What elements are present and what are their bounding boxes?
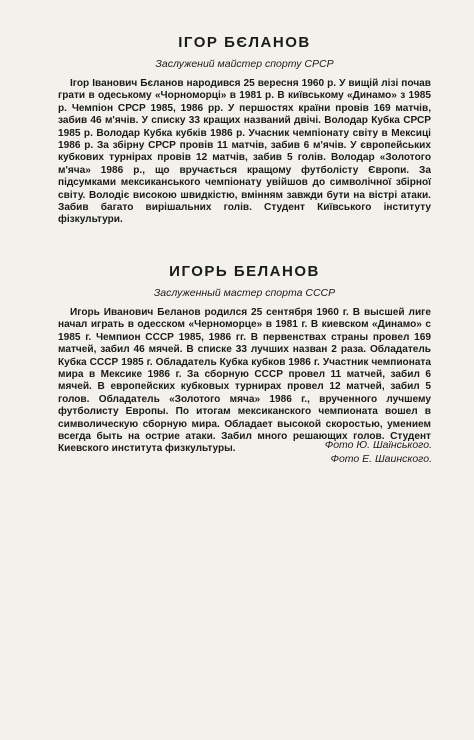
- photo-credit-russian: Фото Е. Шаинского.: [330, 453, 432, 465]
- russian-title: ИГОРЬ БЕЛАНОВ: [169, 263, 320, 280]
- ukrainian-title: ІГОР БЄЛАНОВ: [178, 34, 311, 51]
- photo-credit-ukrainian: Фото Ю. Шаїнського.: [324, 439, 432, 451]
- ukrainian-subtitle: Заслужений майстер спорту СРСР: [155, 58, 334, 70]
- russian-biography: Игорь Иванович Беланов родился 25 сентября 1960 г. В высшей лиге начал играть в одесском «Черноморце» в 1981 г. В киевском «Динамо» с 1985 г. Чемпион СССР 1985, 1986 гг. В первенствах страны провел 169 матчей, забил 46 мячей. В списке 33 лучших назван 2 раза. Обладатель Кубка СССР 1985 г. Обладатель Кубка кубков 1986 г. Участник чемпионата мира в Мексике 1986 г. За сборную СССР провел 11 матчей, забил 6 мячей. В европейских кубковых турнирах провел 12 матчей, забил 5 голов. Обладатель «Золотого мяча» 1986 г., врученного лучшему футболисту Европы. По итогам мексиканского чемпионата вошел в символическую сборную мира. Обладает высокой скоростью, умением всегда быть на острие атаки. Забил много решающих голов. Студент Киевского института физкультуры.: [58, 307, 431, 455]
- ukrainian-section: [58, 34, 431, 227]
- russian-section: [58, 263, 431, 456]
- russian-subtitle: Заслуженный мастер спорта СССР: [153, 287, 336, 299]
- ukrainian-biography: Ігор Іванович Бєланов народився 25 вересня 1960 р. У вищій лізі почав грати в одеському «Чорноморці» в 1981 р. В київському «Динамо» з 1985 р. Чемпіон СРСР 1985, 1986 рр. У першостях країни провів 169 матчів, забив 46 м'ячів. У списку 33 кращих названий двічі. Володар Кубка СРСР 1985 р. Володар Кубка кубків 1986 р. Учасник чемпіонату світу в Мексиці 1986 р. За збірну СРСР провів 11 матчів, забив 6 м'ячів. У європейських кубкових турнірах провів 12 матчів, забив 5 голів. Володар «Золотого м'яча» 1986 р., що вручається кращому футболісту Європи. За підсумками мексиканського чемпіонату увійшов до символічної збірної світу. Володіє високою швидкістю, вмінням завжди бути на вістрі атаки. Забив багато вирішальних голів. Студент Київського інституту фізкультури.: [58, 78, 431, 226]
- photo-credits: [325, 438, 432, 466]
